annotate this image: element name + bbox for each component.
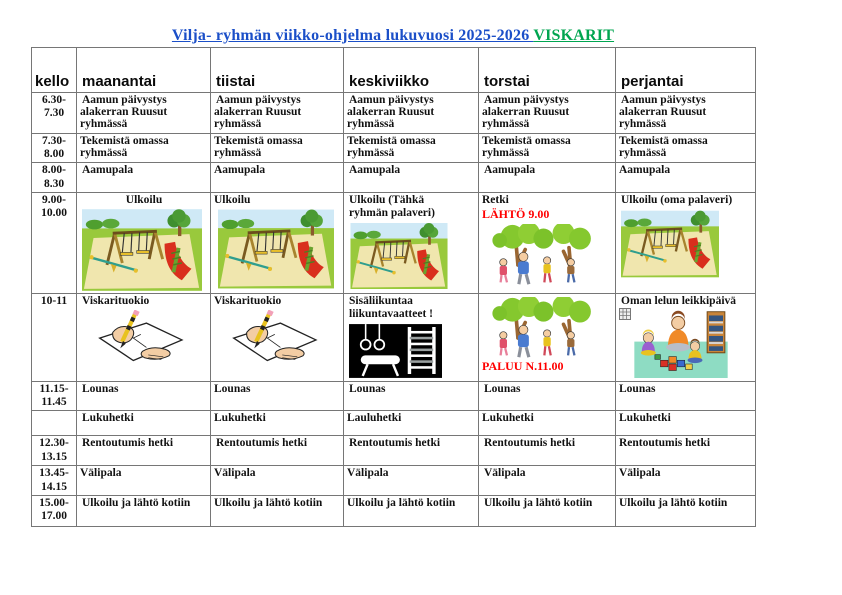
- schedule-cell: Rentoutumis hetki: [479, 436, 616, 466]
- schedule-cell: [479, 293, 616, 381]
- excursion-icon: [484, 297, 602, 359]
- playground-icon: [218, 209, 334, 289]
- header-tuesday: tiistai: [211, 48, 344, 93]
- table-row: [32, 293, 756, 381]
- schedule-cell: Tekemistä omassa ryhmässä: [77, 134, 211, 163]
- time-cell: 6.30-7.30: [32, 93, 77, 134]
- header-friday: perjantai: [616, 48, 756, 93]
- schedule-cell: Tekemistä omassa ryhmässä: [211, 134, 344, 163]
- schedule-cell: Lounas: [479, 381, 616, 410]
- schedule-cell: Välipala: [344, 466, 479, 495]
- table-row: [32, 411, 756, 436]
- schedule-cell: Aamupala: [211, 163, 344, 192]
- header-row: [32, 48, 756, 93]
- playground-icon: [621, 209, 719, 279]
- page-title-main: Vilja- ryhmän viikko-ohjelma lukuvuosi 2025-2026: [171, 27, 534, 44]
- schedule-cell: Ulkoilu ja lähtö kotiin: [616, 495, 756, 526]
- schedule-cell: Rentoutumis hetki: [211, 436, 344, 466]
- schedule-cell: Ulkoilu: [77, 192, 211, 293]
- schedule-cell: Ulkoilu: [211, 192, 344, 293]
- schedule-cell: Aamupala: [77, 163, 211, 192]
- table-row: [32, 495, 756, 526]
- schedule-cell: Lounas: [344, 381, 479, 410]
- table-row: [32, 436, 756, 466]
- table-row: [32, 466, 756, 495]
- schedule-cell: Lukuhetki: [77, 411, 211, 436]
- schedule-cell: Tekemistä omassa ryhmässä: [616, 134, 756, 163]
- schedule-cell: Rentoutumis hetki: [616, 436, 756, 466]
- game-grid-icon: [619, 308, 631, 320]
- table-row: [32, 93, 756, 134]
- schedule-cell: Aamun päivystys alakerran Ruusut ryhmässä: [344, 93, 479, 134]
- departure-time-note: LÄHTÖ 9.00: [482, 207, 550, 222]
- schedule-cell: Viskarituokio: [77, 293, 211, 381]
- schedule-cell: Ulkoilu ja lähtö kotiin: [211, 495, 344, 526]
- kids-playing-icon: [633, 308, 729, 378]
- schedule-cell: Aamupala: [344, 163, 479, 192]
- schedule-cell: Sisäliikuntaa liikuntavaatteet !: [344, 293, 479, 381]
- writing-hands-icon: [84, 310, 192, 368]
- schedule-cell: Lounas: [77, 381, 211, 410]
- time-cell: 9.00-10.00: [32, 192, 77, 293]
- header-monday: maanantai: [77, 48, 211, 93]
- playground-icon: [349, 223, 449, 289]
- schedule-cell: Aamupala: [616, 163, 756, 192]
- table-row: [32, 163, 756, 192]
- schedule-cell: Välipala: [479, 466, 616, 495]
- schedule-cell: Lukuhetki: [211, 411, 344, 436]
- schedule-cell: Oman lelun leikkipäivä: [616, 293, 756, 381]
- schedule-cell: Ulkoilu ja lähtö kotiin: [344, 495, 479, 526]
- schedule-cell: Lukuhetki: [616, 411, 756, 436]
- gym-equipment-icon: [349, 324, 442, 378]
- header-wednesday: keskiviikko: [344, 48, 479, 93]
- schedule-cell: Ulkoilu (Tähkä ryhmän palaveri): [344, 192, 479, 293]
- schedule-cell: Ulkoilu (oma palaveri): [616, 192, 756, 293]
- schedule-cell: Välipala: [77, 466, 211, 495]
- playground-icon: [82, 209, 202, 291]
- page-title-group-name: VISKARIT: [533, 27, 615, 44]
- time-cell: [32, 411, 77, 436]
- schedule-cell: Lauluhetki: [344, 411, 479, 436]
- schedule-cell: Ulkoilu ja lähtö kotiin: [479, 495, 616, 526]
- header-kello: kello: [32, 48, 77, 93]
- time-cell: 15.00-17.00: [32, 495, 77, 526]
- return-time-note: PALUU N.11.00: [482, 358, 564, 373]
- schedule-cell: Lounas: [616, 381, 756, 410]
- schedule-cell: Tekemistä omassa ryhmässä: [344, 134, 479, 163]
- schedule-cell: Aamun päivystys alakerran Ruusut ryhmässä: [77, 93, 211, 134]
- schedule-cell: Lukuhetki: [479, 411, 616, 436]
- page-title: [31, 27, 755, 45]
- schedule-cell: Välipala: [616, 466, 756, 495]
- time-cell: 10-11: [32, 293, 77, 381]
- schedule-cell: Välipala: [211, 466, 344, 495]
- weekly-schedule-table: [31, 47, 756, 527]
- schedule-cell: Tekemistä omassa ryhmässä: [479, 134, 616, 163]
- schedule-cell: Lounas: [211, 381, 344, 410]
- time-cell: 8.00-8.30: [32, 163, 77, 192]
- table-row: [32, 192, 756, 293]
- schedule-cell: Aamupala: [479, 163, 616, 192]
- schedule-cell: Rentoutumis hetki: [77, 436, 211, 466]
- time-cell: 12.30-13.15: [32, 436, 77, 466]
- time-cell: 11.15-11.45: [32, 381, 77, 410]
- time-cell: 13.45-14.15: [32, 466, 77, 495]
- schedule-cell: Ulkoilu ja lähtö kotiin: [77, 495, 211, 526]
- schedule-cell: Viskarituokio: [211, 293, 344, 381]
- schedule-cell: Aamun päivystys alakerran Ruusut ryhmässä: [479, 93, 616, 134]
- schedule-cell: Aamun päivystys alakerran Ruusut ryhmässä: [616, 93, 756, 134]
- table-row: [32, 381, 756, 410]
- excursion-icon: [484, 224, 602, 286]
- time-cell: 7.30-8.00: [32, 134, 77, 163]
- header-thursday: torstai: [479, 48, 616, 93]
- schedule-cell: Rentoutumis hetki: [344, 436, 479, 466]
- table-row: [32, 134, 756, 163]
- writing-hands-icon: [218, 310, 326, 368]
- schedule-cell: Aamun päivystys alakerran Ruusut ryhmässä: [211, 93, 344, 134]
- schedule-cell: Retki LÄHTÖ 9.00: [479, 192, 616, 293]
